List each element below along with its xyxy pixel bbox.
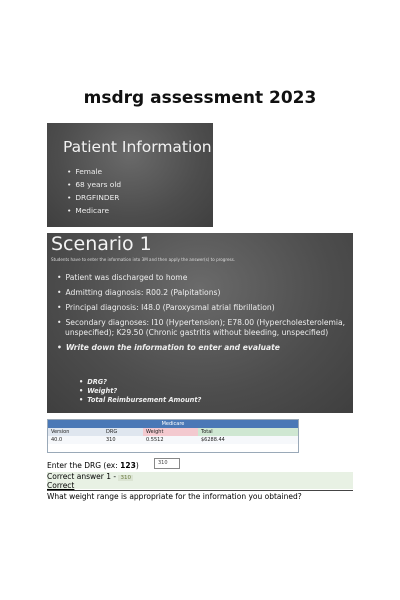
slide-heading: Scenario 1: [51, 233, 152, 255]
list-item: • 68 years old: [67, 178, 121, 191]
list-item: • Medicare: [67, 204, 121, 217]
list-item: • Total Reimbursement Amount?: [79, 396, 201, 405]
scenario-list: [57, 273, 349, 354]
table-header-row: [48, 428, 298, 436]
list-item: • DRG?: [79, 378, 201, 387]
list-item: • Weight?: [79, 387, 201, 396]
list-item: • Patient was discharged to home: [57, 273, 349, 283]
slide-subheading: Students have to enter the information into 3M and then apply the answer(s) to progress.: [51, 257, 236, 262]
medicare-table: [47, 419, 299, 453]
drg-question: [47, 461, 139, 470]
list-item-task: [57, 343, 349, 353]
correct-status: Correct: [47, 481, 75, 490]
task-sublist: [65, 378, 201, 405]
task-text: Write down the information to enter and evaluate: [65, 343, 280, 352]
scenario-slide: [47, 233, 353, 413]
table-row: [48, 436, 298, 444]
next-question: What weight range is appropriate for the information you obtained?: [47, 492, 302, 501]
question-text: Enter the DRG (ex:: [47, 461, 121, 470]
table-cell: $6288.44: [201, 437, 225, 443]
list-item: • Female: [67, 165, 121, 178]
column-header: DRG: [106, 429, 118, 435]
correct-answer: [47, 472, 133, 481]
question-suffix: ): [135, 461, 139, 470]
table-cell: 310: [106, 437, 116, 443]
list-item: • Principal diagnosis: I48.0 (Paroxysmal atrial fibrillation): [57, 303, 349, 313]
column-header: Version: [51, 429, 70, 435]
correct-answer-value: 310: [120, 475, 131, 481]
list-item: • Admitting diagnosis: R00.2 (Palpitations): [57, 288, 349, 298]
list-item: • Secondary diagnoses: I10 (Hypertension); E78.00 (Hypercholesterolemia, unspecified); K29.50 (Chronic gastritis without bleeding, unspecified): [57, 318, 349, 338]
divider: [47, 490, 353, 491]
table-caption: Medicare: [48, 420, 298, 428]
column-header: Weight: [143, 428, 198, 436]
patient-information-slide: [47, 123, 213, 227]
drg-answer-input[interactable]: 310: [154, 458, 180, 469]
slide-heading: Patient Information: [63, 138, 212, 156]
page-title: msdrg assessment 2023: [83, 88, 317, 108]
patient-info-list: [67, 165, 121, 217]
list-item: • DRGFINDER: [67, 191, 121, 204]
correct-answer-label: Correct answer 1 -: [47, 472, 119, 481]
question-example: 123: [120, 461, 136, 470]
column-header: Total: [198, 428, 298, 436]
table-cell: 0.5512: [146, 437, 164, 443]
table-cell: 40.0: [51, 437, 63, 443]
